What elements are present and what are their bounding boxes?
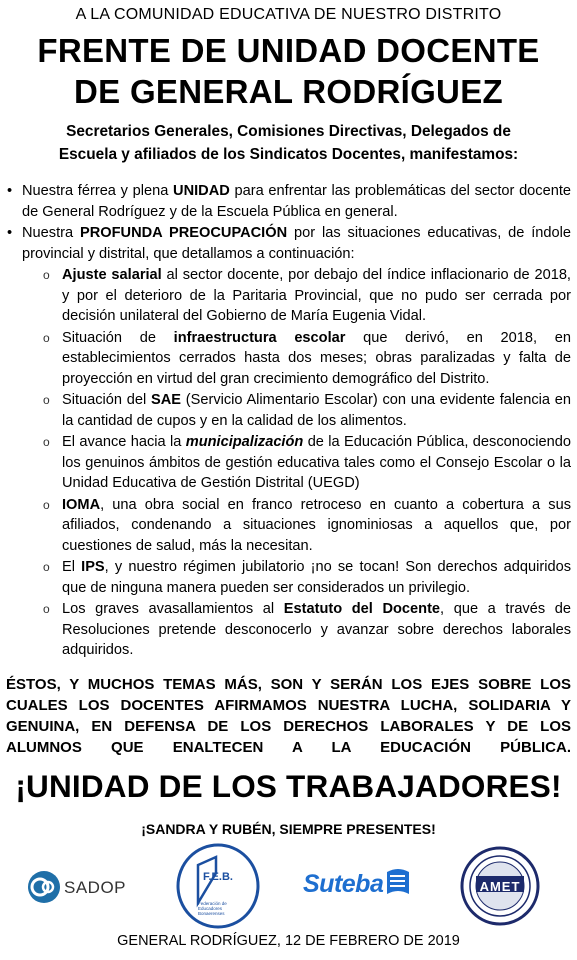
emphasis: infraestructura escolar	[173, 329, 346, 346]
suteba-wordmark: Suteba	[303, 870, 384, 898]
item-ioma: o IOMA, una obra social en franco retroceso en cuanto a cobertura a sus afiliados, condenando a situaciones ignominiosas a aquellos que, por cuestiones de salud, más la necesitan.	[43, 496, 571, 554]
bullet-dot-icon: •	[7, 225, 13, 241]
sadop-emblem-icon	[27, 870, 61, 904]
circle-bullet-icon: o	[43, 330, 50, 345]
closing-line-3: GENUINA, EN DEFENSA DE LOS DERECHOS LABORALES Y DE LOS	[6, 718, 571, 735]
closing-statement	[6, 674, 571, 758]
circle-bullet-icon: o	[43, 560, 50, 574]
declaration-body	[6, 181, 571, 662]
bullet-dot-icon: •	[7, 183, 13, 199]
circle-bullet-icon: o	[43, 435, 50, 449]
emphasis: Ajuste salarial	[62, 267, 162, 283]
item-sae: o Situación del SAE (Servicio Alimentario Escolar) con una evidente falencia en la cantidad de cupos y en la calidad de los alimentos.	[43, 392, 571, 429]
bullet-preocupacion: • Nuestra PROFUNDA PREOCUPACIÓN por las situaciones educativas, de índole provincial y distrital, que detallamos a continuación:	[7, 225, 572, 262]
circle-bullet-icon: o	[43, 497, 50, 512]
emphasis: IPS	[81, 559, 105, 575]
feb-wordmark: F.E.B.	[203, 871, 233, 883]
amet-wordmark: AMET	[479, 879, 521, 894]
item-ajuste-salarial: o Ajuste salarial al sector docente, por debajo del índice inflacionario de 2018, y por el deterioro de la Paritaria Provincial, que no pudo ser cerrada por decisión unilateral del Gobierno de María Eugenia Vidal.	[43, 267, 571, 324]
closing-line-4: ALUMNOS QUE ENALTECEN A LA EDUCACIÓN PÚBLICA.	[6, 739, 571, 756]
sadop-wordmark: SADOP	[64, 878, 127, 897]
sadop-logo	[27, 870, 137, 904]
item-municipalizacion: o El avance hacia la municipalización de la Educación Pública, desconociendo los genuinos ámbitos de gestión educativa tales como el Consejo Escolar o la Unidad Educativa de Gestión Distrital (UEGD)	[43, 434, 571, 491]
emphasis: municipalización	[185, 434, 304, 450]
slogan: ¡UNIDAD DE LOS TRABAJADORES!	[15, 768, 562, 804]
emphasis: PROFUNDA PREOCUPACIÓN	[79, 225, 288, 241]
feb-emblem-icon	[176, 843, 260, 929]
subtitle	[6, 120, 571, 166]
item-estatuto: o Los graves avasallamientos al Estatuto del Docente, que a través de Resoluciones pretende desconocerlo y avanzar sobre derechos laborales adquiridos.	[43, 601, 571, 658]
closing-line-2: CUALES LOS DOCENTES AFIRMAMOS NUESTRA LUCHA, SOLIDARIA Y	[6, 697, 571, 714]
union-logos-row	[0, 840, 577, 935]
item-ips: o El IPS, y nuestro régimen jubilatorio ¡no se tocan! Son derechos adquiridos que de ninguna manera pueden ser considerados un privilegio.	[43, 559, 572, 596]
bullet-unidad: • Nuestra férrea y plena UNIDAD para enfrentar las problemáticas del sector docente de General Rodríguez y de la Escuela Pública en general.	[7, 183, 572, 220]
circle-bullet-icon: o	[43, 268, 50, 282]
address-line: A LA COMUNIDAD EDUCATIVA DE NUESTRO DISTRITO	[75, 6, 502, 23]
emphasis: SAE	[151, 392, 182, 408]
main-title	[0, 30, 577, 112]
circle-bullet-icon: o	[43, 393, 50, 407]
emphasis: Estatuto del Docente	[283, 601, 441, 617]
feb-subtitle: Federación de Educadores Bonaerenses	[198, 901, 227, 916]
title-line-2: DE GENERAL RODRÍGUEZ	[74, 73, 503, 110]
emphasis: IOMA	[62, 496, 101, 513]
title-line-1: FRENTE DE UNIDAD DOCENTE	[37, 32, 540, 69]
feb-logo	[176, 843, 260, 929]
amet-logo	[460, 846, 540, 926]
place-and-date: GENERAL RODRÍGUEZ, 12 DE FEBRERO DE 2019	[117, 933, 460, 949]
subtitle-line-1: Secretarios Generales, Comisiones Directivas, Delegados de	[66, 123, 511, 140]
subtitle-line-2: Escuela y afiliados de los Sindicatos Docentes, manifestamos:	[58, 146, 519, 163]
suteba-logo	[303, 866, 413, 906]
closing-line-1: ÉSTOS, Y MUCHOS TEMAS MÁS, SON Y SERÁN LOS EJES SOBRE LOS	[6, 676, 571, 693]
emphasis: UNIDAD	[173, 183, 230, 199]
suteba-flag-icon	[385, 866, 411, 900]
circle-bullet-icon: o	[43, 602, 50, 616]
item-infraestructura: o Situación de infraestructura escolar que derivó, en 2018, en establecimientos cerrados hasta dos meses; obras paralizadas y falta de proyección en virtud del gran crecimiento demográfico del Distrito.	[43, 329, 571, 387]
tribute-line: ¡SANDRA Y RUBÉN, SIEMPRE PRESENTES!	[141, 821, 436, 837]
